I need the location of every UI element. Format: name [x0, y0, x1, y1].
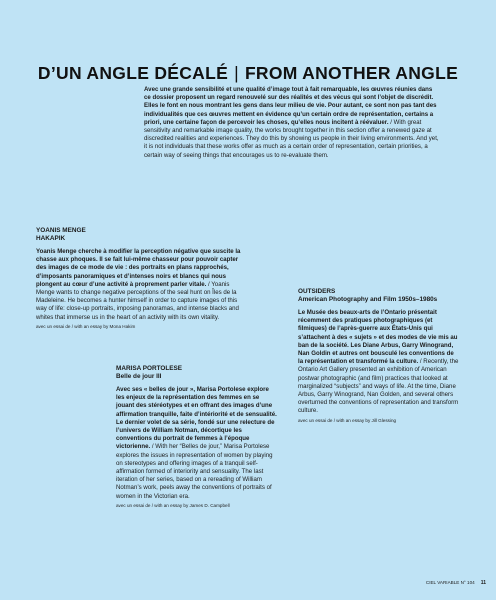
article-work-title: HAKAPIK	[36, 235, 66, 242]
article-work-title: American Photography and Film 1950s–1980s	[298, 296, 438, 303]
title-french: D’UN ANGLE DÉCALÉ	[37, 63, 229, 83]
article-body-english: / Recently, the Ontario Art Gallery presented an exhibition of American postwar photographic (and film) practices that looked at marginalized “subjects” and ways of life. At the time, Diane Arbus, Garry Winogrand, Nan Golden, and several others overturned the conventions of representation and transform culture.	[298, 358, 459, 415]
article-body	[36, 248, 241, 322]
magazine-issue: CIEL VARIABLE N° 104	[425, 580, 475, 585]
article-body	[298, 309, 460, 416]
article-artist-name: MARISA PORTOLESE	[116, 365, 183, 372]
article-essay-credit: avec un essai de / with an essay by James D. Campbell	[116, 502, 230, 508]
article-outsiders	[298, 288, 460, 424]
article-artist-name: OUTSIDERS	[298, 288, 336, 295]
title-english: FROM ANOTHER ANGLE	[244, 63, 459, 83]
title-separator: |	[234, 63, 239, 83]
article-yoanis-menge	[36, 227, 241, 330]
article-body	[116, 386, 278, 501]
article-work-title: Belle de jour III	[116, 373, 162, 380]
intro-english: / With great sensitivity and remarkable image quality, the works brought together in this section offer a renewed gaze at discredited realities and experiences. They do this by showing us people in their living environments. And yet, it is not individuals that these works offer as much as a certain order of representation, certain priorities, a certain way of seeing things that encourages us to re-evaluate them.	[144, 118, 439, 159]
article-body-english: / Yoanis Menge wants to change negative perceptions of the seal hunt on Îles de la Madeleine. He becomes a hunter himself in order to capture images of this way of life: close-up portraits, imposing panoramas, and intense blacks and whites that immerse us in the heart of an activity with its own vitality.	[36, 280, 239, 321]
article-essay-credit: avec un essai de / with an essay by Mona Hakim	[36, 323, 136, 329]
article-marisa-portolese	[116, 365, 278, 509]
article-body-french: Avec ses « belles de jour », Marisa Portolese explore les enjeux de la représentation des femmes en se jouant des stéréotypes et en offrant des images d’une affirmation tranquille, faite d’intériorité et de sensualité. Le dernier volet de sa série, fondé sur une relecture de l’univers de William Notman, décortique les conventions du portrait de femmes à l’époque victorienne.	[116, 386, 277, 451]
article-body-french: Yoanis Menge cherche à modifier la perception négative que suscite la chasse aux phoques. Il se fait lui-même chasseur pour pouvoir capter des images de ce mode de vie : des portraits en plans rapprochés, d’imposants panoramiques et d’intenses noirs et blancs qui nous plongent au cœur d’une activité à proprement parler vitale.	[36, 248, 241, 288]
intro-paragraph	[144, 86, 440, 160]
page-title	[0, 63, 496, 84]
article-essay-credit: avec un essai de / with an essay by Jill Glessing	[298, 417, 397, 423]
article-body-english: / With her “Belles de jour,” Marisa Portolese explores the issues in representation of women by playing on stereotypes and offering images of a tranquil self-affirmation formed of interiority and sensuality. The last iteration of her series, based on a rereading of William Notman’s work, peels away the conventions of portraits of women in the Victorian era.	[116, 443, 273, 500]
page-number: 11	[480, 580, 486, 586]
article-body-french: Le Musée des beaux-arts de l’Ontario présentait récemment des pratiques photographiques (et filmiques) de l’après-guerre aux États-Unis qui s’attachent à des « sujets » et des modes de vie mis au ban de la société. Les Diane Arbus, Garry Winogrand, Nan Goldin et autres ont bousculé les conventions de la représentation et transformé la culture.	[298, 309, 458, 366]
intro-french: Avec une grande sensibilité et une qualité d’image tout à fait remarquable, les œuvres réunies dans ce dossier proposent un regard renouvelé sur des réalités et des vécus qui sont l’objet de discrédit. Elles le font en nous montrant les gens dans leur milieu de vie. Pour autant, ce sont non pas tant des individualités que ces œuvres mettent en évidence qu’un certain ordre de représentation, certains a priori, une certaine façon de percevoir les choses, qu’elles nous incitent à réévaluer.	[144, 86, 437, 126]
article-artist-name: YOANIS MENGE	[36, 227, 86, 234]
page-footer	[426, 580, 486, 586]
